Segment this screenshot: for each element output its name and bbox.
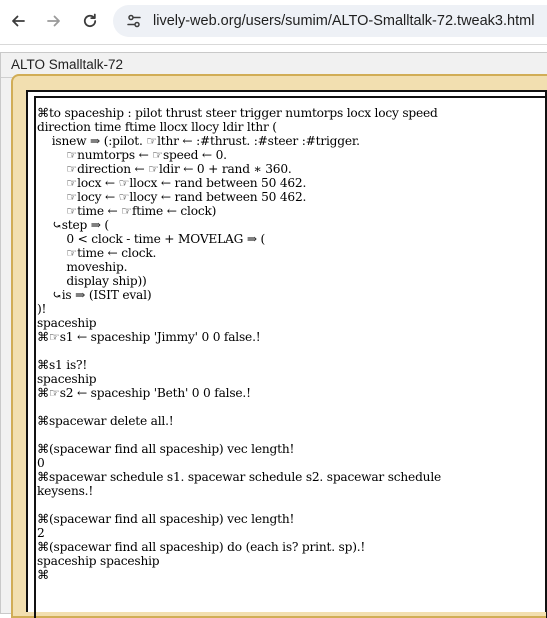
transcript-line: ☞numtorps ← ☞speed ← 0. (37, 148, 227, 162)
transcript-line: ⌘to spaceship : pilot thrust steer trigger numtorps locx locy speed (37, 106, 438, 120)
toolbar-divider (0, 44, 547, 45)
reload-icon (81, 12, 99, 30)
transcript-line: ⌘(spacewar find all spaceship) do (each is? print. sp).! (37, 540, 366, 554)
reload-button[interactable] (78, 9, 102, 33)
transcript-line: 0 < clock - time + MOVELAG ⇒ ( (37, 232, 266, 246)
transcript-line: ⌘☞s2 ← spaceship 'Beth' 0 0 false.! (37, 386, 251, 400)
transcript-line: ☞locx ← ☞llocx ← rand between 50 462. (37, 176, 307, 190)
browser-toolbar (0, 0, 547, 42)
transcript-line (37, 428, 537, 442)
transcript-line: ⌘ (37, 568, 49, 582)
transcript-line: display ship)) (37, 274, 147, 288)
transcript-line: 0 (37, 456, 45, 470)
transcript-line: spaceship (37, 372, 97, 386)
back-arrow-icon (9, 12, 27, 30)
transcript-line: 2 (37, 526, 45, 540)
transcript-line: ⤿step ⇒ ( (37, 218, 109, 232)
transcript-line: )! (37, 302, 47, 316)
transcript-line: spaceship spaceship (37, 554, 160, 568)
transcript-line: ☞time ← ☞ftime ← clock) (37, 204, 217, 218)
transcript-line: ☞time ← clock. (37, 246, 157, 260)
transcript-line (37, 400, 537, 414)
window-title[interactable]: ALTO Smalltalk-72 (11, 57, 124, 72)
transcript-text[interactable] (37, 106, 537, 606)
transcript-line: ⌘spacewar delete all.! (37, 414, 174, 428)
transcript-line: ⌘(spacewar find all spaceship) vec length! (37, 442, 295, 456)
transcript-line: moveship. (37, 260, 128, 274)
forward-arrow-icon (45, 12, 63, 30)
transcript-line: isnew ⇒ (:pilot. ☞lthr ← :#thrust. :#steer :#trigger. (37, 134, 360, 148)
transcript-line: ☞direction ← ☞ldir ← 0 + rand ∗ 360. (37, 162, 292, 176)
transcript-line: spaceship (37, 316, 97, 330)
back-button[interactable] (6, 9, 30, 33)
transcript-line: ⌘☞s1 ← spaceship 'Jimmy' 0 0 false.! (37, 330, 261, 344)
site-info-icon[interactable] (125, 12, 143, 30)
transcript-line: keysens.! (37, 484, 94, 498)
url-text[interactable]: lively-web.org/users/sumim/ALTO-Smalltalk-72.tweak3.html (153, 13, 535, 29)
transcript-line: ⌘s1 is?! (37, 358, 88, 372)
transcript-line: ⌘spacewar schedule s1. spacewar schedule s2. spacewar schedule (37, 470, 442, 484)
transcript-line: ⤿is ⇒ (ISIT eval) (37, 288, 152, 302)
transcript-line (37, 498, 537, 512)
transcript-line: ⌘(spacewar find all spaceship) vec length! (37, 512, 295, 526)
transcript-line: direction time ftime llocx llocy ldir lthr ( (37, 120, 277, 134)
address-bar[interactable] (113, 5, 547, 37)
transcript-line (37, 344, 537, 358)
forward-button[interactable] (42, 9, 66, 33)
transcript-line: ☞locy ← ☞llocy ← rand between 50 462. (37, 190, 307, 204)
